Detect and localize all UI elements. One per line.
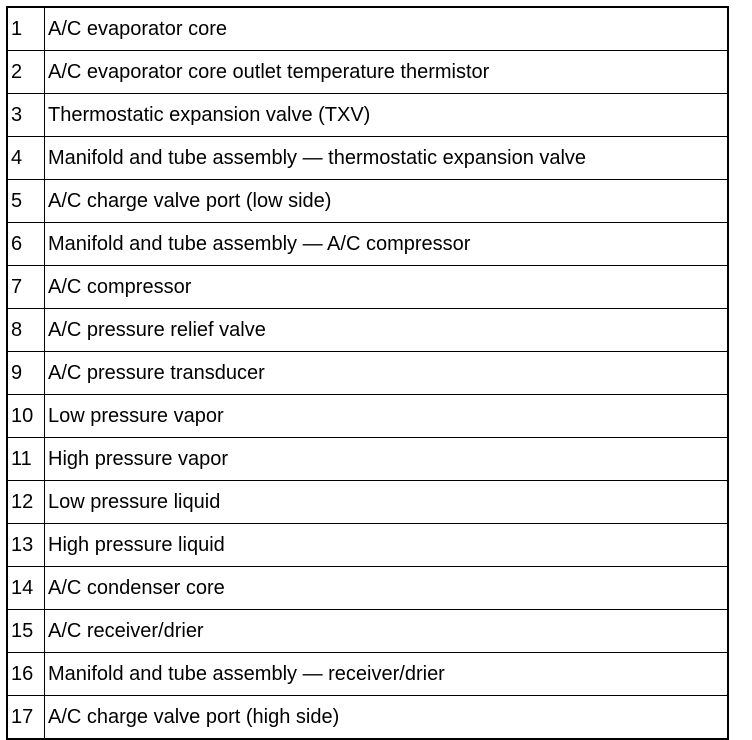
row-number: 8: [7, 309, 45, 352]
row-description: Manifold and tube assembly — receiver/drier: [45, 653, 729, 696]
table-row: [7, 481, 728, 524]
row-description: High pressure vapor: [45, 438, 729, 481]
row-description: A/C compressor: [45, 266, 729, 309]
table-row: [7, 696, 728, 740]
component-legend-table: [6, 6, 729, 740]
table-row: [7, 653, 728, 696]
row-number: 3: [7, 94, 45, 137]
row-description: A/C condenser core: [45, 567, 729, 610]
table-row: [7, 180, 728, 223]
row-number: 14: [7, 567, 45, 610]
row-description: A/C pressure transducer: [45, 352, 729, 395]
row-number: 5: [7, 180, 45, 223]
table-row: [7, 266, 728, 309]
table-row: [7, 7, 728, 51]
row-description: Manifold and tube assembly — thermostatic expansion valve: [45, 137, 729, 180]
table-row: [7, 352, 728, 395]
row-number: 1: [7, 7, 45, 51]
row-description: A/C charge valve port (low side): [45, 180, 729, 223]
row-number: 4: [7, 137, 45, 180]
row-description: Low pressure vapor: [45, 395, 729, 438]
table-row: [7, 438, 728, 481]
row-number: 15: [7, 610, 45, 653]
row-description: A/C charge valve port (high side): [45, 696, 729, 740]
row-number: 9: [7, 352, 45, 395]
table-row: [7, 309, 728, 352]
table-row: [7, 94, 728, 137]
row-description: Thermostatic expansion valve (TXV): [45, 94, 729, 137]
row-description: Low pressure liquid: [45, 481, 729, 524]
row-description: A/C pressure relief valve: [45, 309, 729, 352]
table-row: [7, 610, 728, 653]
row-description: A/C evaporator core: [45, 7, 729, 51]
row-number: 7: [7, 266, 45, 309]
table-row: [7, 567, 728, 610]
row-number: 6: [7, 223, 45, 266]
row-number: 17: [7, 696, 45, 740]
row-number: 2: [7, 51, 45, 94]
row-description: High pressure liquid: [45, 524, 729, 567]
table-row: [7, 137, 728, 180]
row-description: A/C receiver/drier: [45, 610, 729, 653]
table-row: [7, 524, 728, 567]
row-description: Manifold and tube assembly — A/C compressor: [45, 223, 729, 266]
table-row: [7, 51, 728, 94]
row-number: 11: [7, 438, 45, 481]
table-row: [7, 395, 728, 438]
table-row: [7, 223, 728, 266]
row-description: A/C evaporator core outlet temperature thermistor: [45, 51, 729, 94]
row-number: 10: [7, 395, 45, 438]
row-number: 13: [7, 524, 45, 567]
row-number: 16: [7, 653, 45, 696]
row-number: 12: [7, 481, 45, 524]
